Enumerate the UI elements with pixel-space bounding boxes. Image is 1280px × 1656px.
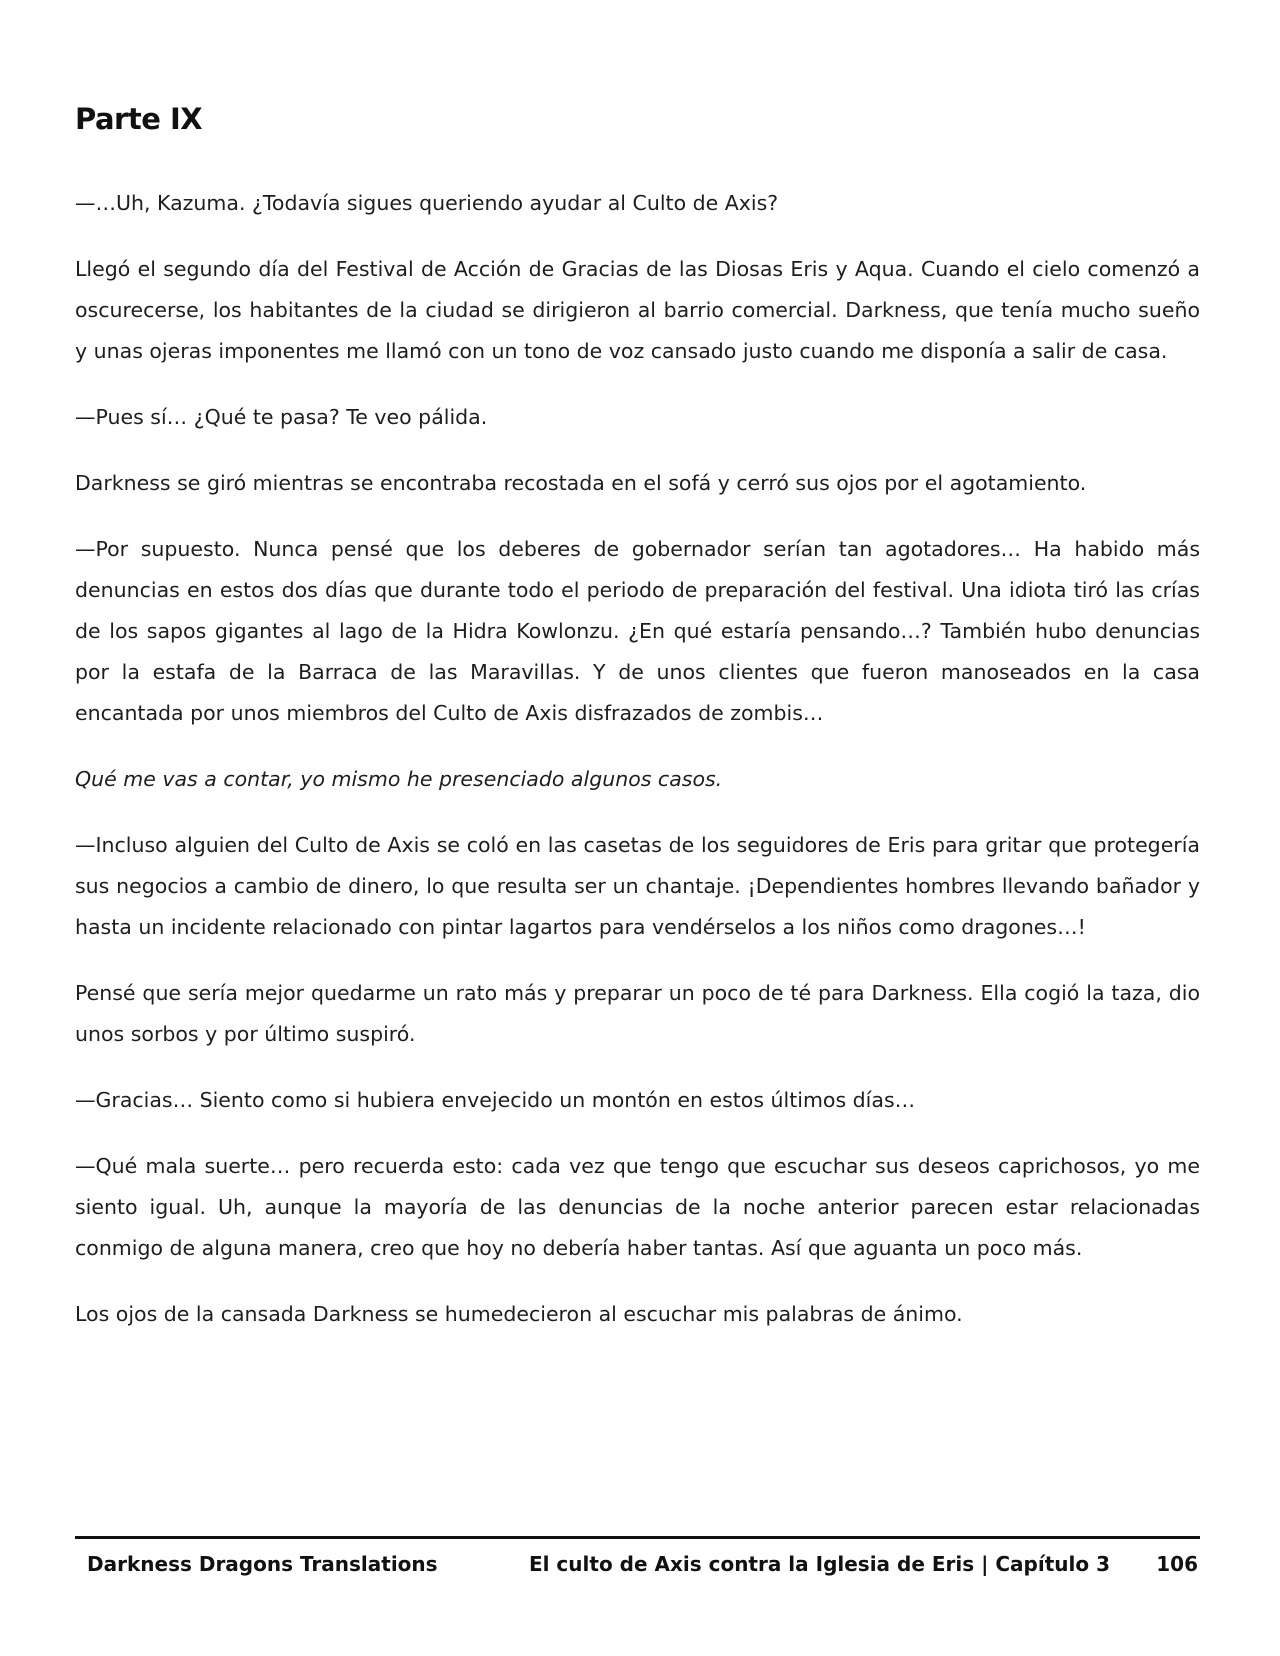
- document-page: [75, 0, 1200, 1656]
- footer-chapter-title: El culto de Axis contra la Iglesia de Eris | Capítulo 3: [528, 1552, 1110, 1576]
- page-number: 106: [1156, 1552, 1198, 1576]
- paragraph: —Qué mala suerte… pero recuerda esto: cada vez que tengo que escuchar sus deseos caprichosos, yo me siento igual. Uh, aunque la mayoría de las denuncias de la noche anterior parecen estar relacionadas conmigo de alguna manera, creo que hoy no debería haber tantas. Así que aguanta un poco más.: [75, 1154, 1200, 1260]
- paragraph: Llegó el segundo día del Festival de Acción de Gracias de las Diosas Eris y Aqua. Cuando el cielo comenzó a oscurecerse, los habitantes de la ciudad se dirigieron al barrio comercial. Darkness, que tenía mucho sueño y unas ojeras imponentes me llamó con un tono de voz cansado justo cuando me disponía a salir de casa.: [75, 257, 1200, 363]
- page-footer: [75, 1536, 1200, 1589]
- paragraph: Darkness se giró mientras se encontraba recostada en el sofá y cerró sus ojos por el agotamiento.: [75, 471, 1087, 495]
- paragraph: —…Uh, Kazuma. ¿Todavía sigues queriendo ayudar al Culto de Axis?: [75, 191, 779, 215]
- paragraph: —Incluso alguien del Culto de Axis se coló en las casetas de los seguidores de Eris para gritar que protegería sus negocios a cambio de dinero, lo que resulta ser un chantaje. ¡Dependientes hombres llevando bañador y hasta un incidente relacionado con pintar lagartos para vendérselos a los niños como dragones…!: [75, 833, 1200, 939]
- paragraph: Pensé que sería mejor quedarme un rato más y preparar un poco de té para Darkness. Ella cogió la taza, dio unos sorbos y por último suspiró.: [75, 981, 1200, 1046]
- body-text: [75, 183, 1200, 1360]
- paragraph: —Por supuesto. Nunca pensé que los deberes de gobernador serían tan agotadores… Ha habido más denuncias en estos dos días que durante todo el periodo de preparación del festival. Una idiota tiró las crías de los sapos gigantes al lago de la Hidra Kowlonzu. ¿En qué estaría pensando…? También hubo denuncias por la estafa de la Barraca de las Maravillas. Y de unos clientes que fueron manoseados en la casa encantada por unos miembros del Culto de Axis disfrazados de zombis…: [75, 537, 1200, 725]
- paragraph: Los ojos de la cansada Darkness se humedecieron al escuchar mis palabras de ánimo.: [75, 1302, 963, 1326]
- section-heading: Parte IX: [75, 102, 203, 136]
- footer-translator: Darkness Dragons Translations: [87, 1552, 438, 1576]
- paragraph: —Pues sí… ¿Qué te pasa? Te veo pálida.: [75, 405, 488, 429]
- paragraph: Qué me vas a contar, yo mismo he presenciado algunos casos.: [75, 767, 723, 791]
- paragraph: —Gracias… Siento como si hubiera envejecido un montón en estos últimos días…: [75, 1088, 916, 1112]
